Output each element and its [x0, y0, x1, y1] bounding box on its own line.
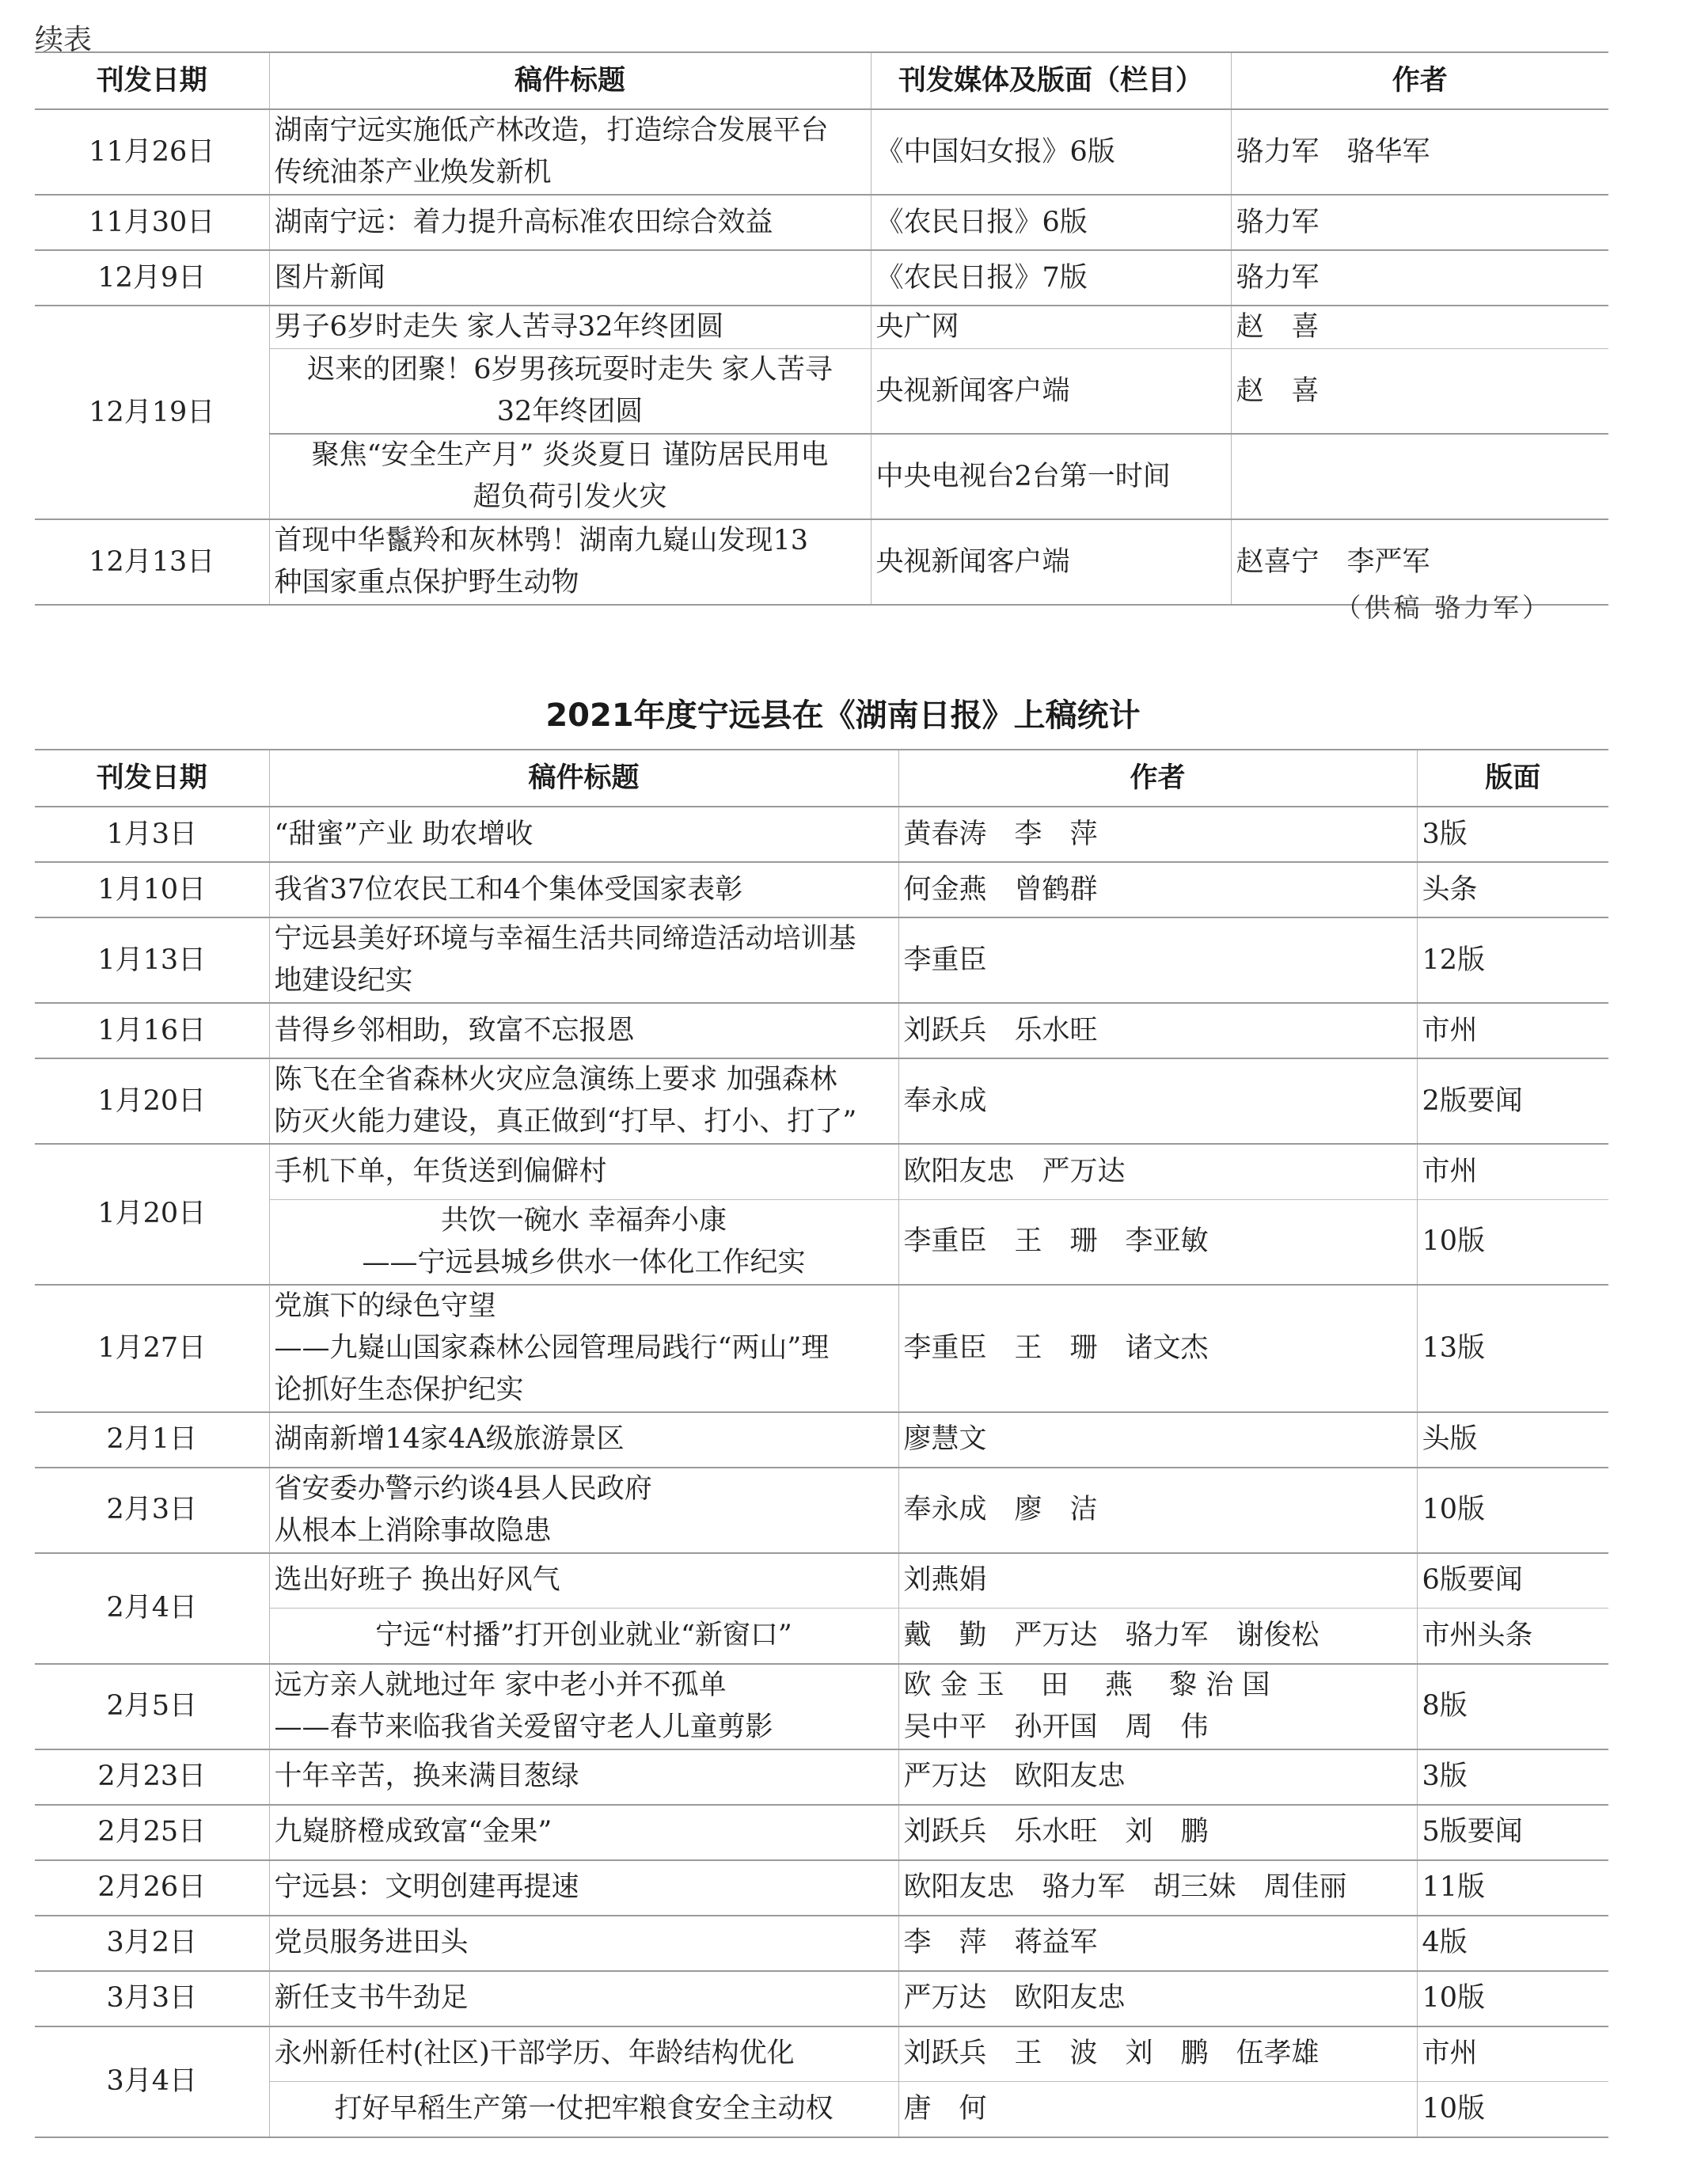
author-cell: 骆力军 — [1231, 195, 1608, 250]
table-row — [35, 349, 1608, 435]
table-header-row — [35, 750, 1608, 807]
media-coverage-table-continued — [35, 51, 1608, 606]
table-row — [35, 807, 1608, 862]
date-cell: 12月9日 — [35, 250, 269, 306]
media-cell: 央视新闻客户端 — [871, 349, 1231, 435]
date-cell: 1月27日 — [35, 1285, 269, 1412]
title-cell: 我省37位农民工和4个集体受国家表彰 — [269, 862, 898, 917]
author-cell: 李重臣 — [898, 917, 1417, 1003]
author-cell: 欧阳友忠 骆力军 胡三妹 周佳丽 — [898, 1860, 1417, 1916]
table-row — [35, 917, 1608, 1003]
hunan-daily-stats-table — [35, 749, 1608, 2138]
title-line: 宁远县美好环境与幸福生活共同缔造活动培训基 — [274, 923, 856, 955]
title-line: 地建设纪实 — [274, 965, 413, 997]
page-cell: 10版 — [1417, 1468, 1608, 1553]
author-cell: 骆力军 — [1231, 250, 1608, 306]
author-line: 欧 金 玉 田 燕 黎 治 国 — [903, 1669, 1270, 1701]
date-cell: 2月26日 — [35, 1860, 269, 1916]
title-line: 超负荷引发火灾 — [473, 481, 667, 513]
date-cell: 2月25日 — [35, 1805, 269, 1860]
date-cell: 12月19日 — [35, 306, 269, 519]
page-cell: 3版 — [1417, 807, 1608, 862]
author-cell: 奉永成 — [898, 1058, 1417, 1144]
col-header-date: 刊发日期 — [35, 750, 269, 807]
col-header-page: 版面 — [1417, 750, 1608, 807]
title-line: 湖南宁远实施低产林改造，打造综合发展平台 — [274, 115, 829, 146]
author-cell: 欧阳友忠 严万达 — [898, 1144, 1417, 1199]
title-cell — [269, 434, 871, 519]
table-row — [35, 1468, 1608, 1553]
table-row — [35, 2026, 1608, 2082]
page-cell: 13版 — [1417, 1285, 1608, 1412]
table-row — [35, 1749, 1608, 1805]
title-cell — [269, 1664, 898, 1749]
page-cell: 10版 — [1417, 1971, 1608, 2026]
title-line: 陈飞在全省森林火灾应急演练上要求 加强森林 — [274, 1064, 837, 1096]
title-cell — [269, 1199, 898, 1285]
title-cell — [269, 1058, 898, 1144]
date-cell: 11月30日 — [35, 195, 269, 250]
title-cell: 九嶷脐橙成致富“金果” — [269, 1805, 898, 1860]
page-cell: 10版 — [1417, 1199, 1608, 1285]
author-cell: 李重臣 王 珊 李亚敏 — [898, 1199, 1417, 1285]
table-row — [35, 195, 1608, 250]
title-cell: 党员服务进田头 — [269, 1916, 898, 1971]
table-row — [35, 1003, 1608, 1058]
title-line: ——春节来临我省关爱留守老人儿童剪影 — [274, 1711, 773, 1743]
table-row — [35, 250, 1608, 306]
col-header-media: 刊发媒体及版面（栏目） — [871, 52, 1231, 109]
author-cell: 刘跃兵 王 波 刘 鹏 伍孝雄 — [898, 2026, 1417, 2082]
author-cell: 奉永成 廖 洁 — [898, 1468, 1417, 1553]
date-cell: 2月3日 — [35, 1468, 269, 1553]
title-line: ——宁远县城乡供水一体化工作纪实 — [362, 1246, 806, 1278]
author-cell — [1231, 434, 1608, 519]
title-line: 防灭火能力建设，真正做到“打早、打小、打了” — [274, 1106, 857, 1138]
date-cell: 1月20日 — [35, 1058, 269, 1144]
title-cell: “甜蜜”产业 助农增收 — [269, 807, 898, 862]
col-header-author: 作者 — [1231, 52, 1608, 109]
date-cell: 1月13日 — [35, 917, 269, 1003]
media-cell: 央广网 — [871, 306, 1231, 349]
title-line: 党旗下的绿色守望 — [274, 1290, 496, 1322]
table-row — [35, 109, 1608, 195]
table-row — [35, 1609, 1608, 1664]
author-cell: 李重臣 王 珊 诸文杰 — [898, 1285, 1417, 1412]
title-cell: 宁远“村播”打开创业就业“新窗口” — [269, 1609, 898, 1664]
title-line: 种国家重点保护野生动物 — [274, 567, 579, 598]
col-header-title: 稿件标题 — [269, 52, 871, 109]
table-row — [35, 1058, 1608, 1144]
table-row — [35, 1860, 1608, 1916]
page-cell: 3版 — [1417, 1749, 1608, 1805]
media-cell: 中央电视台2台第一时间 — [871, 434, 1231, 519]
table-row — [35, 1199, 1608, 1285]
page-cell: 2版要闻 — [1417, 1058, 1608, 1144]
author-cell: 严万达 欧阳友忠 — [898, 1749, 1417, 1805]
title-line: 首现中华鬣羚和灰林鸮！湖南九嶷山发现13 — [274, 525, 809, 556]
title-line: 从根本上消除事故隐患 — [274, 1514, 552, 1547]
title-line: 省安委办警示约谈4县人民政府 — [274, 1472, 652, 1505]
title-cell: 选出好班子 换出好风气 — [269, 1553, 898, 1609]
page-cell: 市州 — [1417, 1003, 1608, 1058]
title-cell: 昔得乡邻相助，致富不忘报恩 — [269, 1003, 898, 1058]
table-row — [35, 434, 1608, 519]
title-cell: 永州新任村(社区)干部学历、年龄结构优化 — [269, 2026, 898, 2082]
table-row — [35, 1805, 1608, 1860]
author-cell: 赵 喜 — [1231, 349, 1608, 435]
title-cell — [269, 917, 898, 1003]
source-credit: （供稿 骆力军） — [1335, 592, 1551, 623]
author-cell: 刘燕娟 — [898, 1553, 1417, 1609]
title-cell: 新任支书牛劲足 — [269, 1971, 898, 2026]
table-row — [35, 1664, 1608, 1749]
media-cell: 《农民日报》7版 — [871, 250, 1231, 306]
title-cell — [269, 519, 871, 605]
author-cell: 刘跃兵 乐水旺 — [898, 1003, 1417, 1058]
page-cell: 10版 — [1417, 2082, 1608, 2137]
table-row — [35, 1412, 1608, 1468]
title-cell: 湖南新增14家4A级旅游景区 — [269, 1412, 898, 1468]
table-row — [35, 1285, 1608, 1412]
col-header-title: 稿件标题 — [269, 750, 898, 807]
media-cell: 央视新闻客户端 — [871, 519, 1231, 605]
date-cell: 2月23日 — [35, 1749, 269, 1805]
date-cell: 12月13日 — [35, 519, 269, 605]
table-row — [35, 862, 1608, 917]
title-cell: 湖南宁远：着力提升高标准农田综合效益 — [269, 195, 871, 250]
title-cell — [269, 349, 871, 435]
author-cell: 廖慧文 — [898, 1412, 1417, 1468]
table-row — [35, 1553, 1608, 1609]
table-title: 2021年度宁远县在《湖南日报》上稿统计 — [545, 697, 1141, 734]
author-cell: 黄春涛 李 萍 — [898, 807, 1417, 862]
table-row — [35, 1971, 1608, 2026]
author-cell: 唐 何 — [898, 2082, 1417, 2137]
title-cell — [269, 1285, 898, 1412]
date-cell: 1月20日 — [35, 1144, 269, 1285]
title-line: 传统油茶产业焕发新机 — [274, 157, 552, 188]
title-cell: 宁远县：文明创建再提速 — [269, 1860, 898, 1916]
page-cell: 市州 — [1417, 2026, 1608, 2082]
page-cell: 4版 — [1417, 1916, 1608, 1971]
date-cell: 1月16日 — [35, 1003, 269, 1058]
table-row — [35, 1144, 1608, 1199]
page-cell: 头版 — [1417, 1412, 1608, 1468]
author-cell — [898, 1664, 1417, 1749]
title-cell: 打好早稻生产第一仗把牢粮食安全主动权 — [269, 2082, 898, 2137]
page-cell: 12版 — [1417, 917, 1608, 1003]
page-cell: 市州头条 — [1417, 1609, 1608, 1664]
author-cell: 骆力军 骆华军 — [1231, 109, 1608, 195]
title-line: 聚焦“安全生产月” 炎炎夏日 谨防居民用电 — [311, 439, 829, 471]
page-cell: 5版要闻 — [1417, 1805, 1608, 1860]
title-line: ——九嶷山国家森林公园管理局践行“两山”理 — [274, 1331, 830, 1364]
date-cell: 2月5日 — [35, 1664, 269, 1749]
title-line: 32年终团圆 — [496, 396, 644, 427]
author-cell: 刘跃兵 乐水旺 刘 鹏 — [898, 1805, 1417, 1860]
table-row — [35, 2082, 1608, 2137]
page-cell: 市州 — [1417, 1144, 1608, 1199]
continued-table-label: 续表 — [35, 24, 93, 56]
media-cell: 《中国妇女报》6版 — [871, 109, 1231, 195]
title-cell: 十年辛苦，换来满目葱绿 — [269, 1749, 898, 1805]
author-cell: 赵 喜 — [1231, 306, 1608, 349]
date-cell: 3月2日 — [35, 1916, 269, 1971]
media-cell: 《农民日报》6版 — [871, 195, 1231, 250]
author-cell: 赵喜宁 李严军 — [1231, 519, 1608, 605]
author-cell: 李 萍 蒋益军 — [898, 1916, 1417, 1971]
date-cell: 2月4日 — [35, 1553, 269, 1664]
title-cell: 图片新闻 — [269, 250, 871, 306]
title-cell — [269, 109, 871, 195]
title-cell: 男子6岁时走失 家人苦寻32年终团圆 — [269, 306, 871, 349]
author-cell: 戴 勤 严万达 骆力军 谢俊松 — [898, 1609, 1417, 1664]
date-cell: 1月10日 — [35, 862, 269, 917]
col-header-author: 作者 — [898, 750, 1417, 807]
title-line: 远方亲人就地过年 家中老小并不孤单 — [274, 1669, 727, 1701]
date-cell: 2月1日 — [35, 1412, 269, 1468]
title-cell: 手机下单，年货送到偏僻村 — [269, 1144, 898, 1199]
page-cell: 11版 — [1417, 1860, 1608, 1916]
title-cell — [269, 1468, 898, 1553]
col-header-date: 刊发日期 — [35, 52, 269, 109]
page-cell: 6版要闻 — [1417, 1553, 1608, 1609]
date-cell: 3月3日 — [35, 1971, 269, 2026]
author-cell: 严万达 欧阳友忠 — [898, 1971, 1417, 2026]
table-row — [35, 1916, 1608, 1971]
author-cell: 何金燕 曾鹤群 — [898, 862, 1417, 917]
title-line: 论抓好生态保护纪实 — [274, 1373, 524, 1406]
page-cell: 8版 — [1417, 1664, 1608, 1749]
date-cell: 3月4日 — [35, 2026, 269, 2137]
page-cell: 头条 — [1417, 862, 1608, 917]
date-cell: 11月26日 — [35, 109, 269, 195]
table-row — [35, 306, 1608, 349]
title-line: 共饮一碗水 幸福奔小康 — [440, 1204, 727, 1236]
date-cell: 1月3日 — [35, 807, 269, 862]
author-line: 吴中平 孙开国 周 伟 — [903, 1711, 1209, 1743]
title-line: 迟来的团聚！6岁男孩玩耍时走失 家人苦寻 — [307, 354, 833, 386]
table-header-row — [35, 52, 1608, 109]
